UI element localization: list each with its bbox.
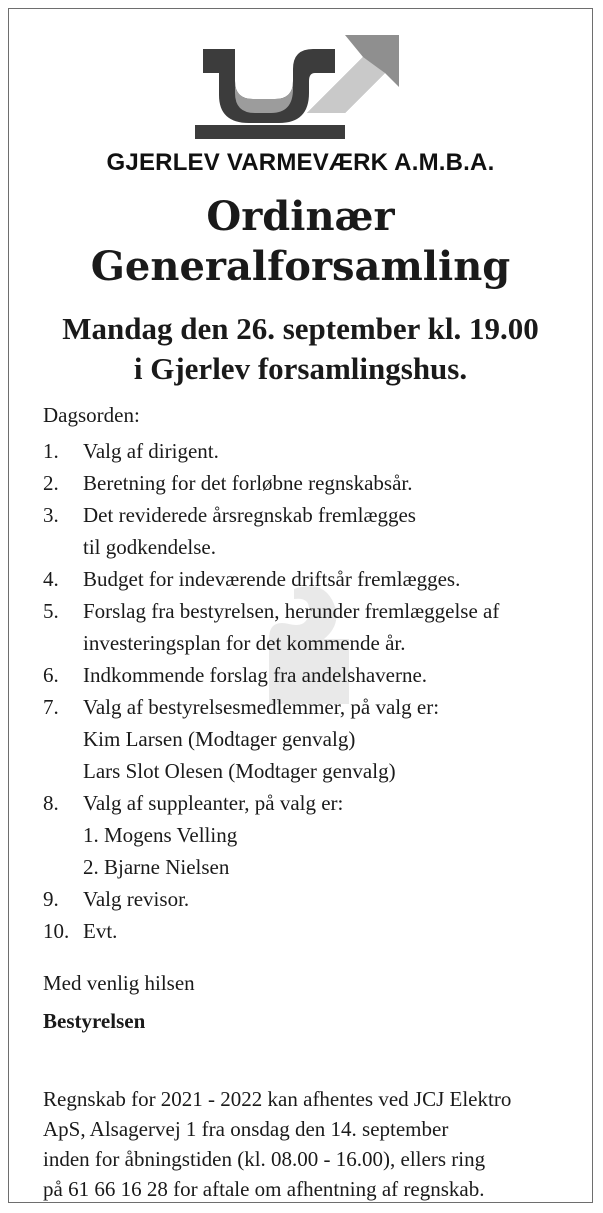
- footer-note: [43, 1084, 588, 1204]
- agenda-item-number: 3.: [43, 503, 59, 527]
- agenda-item-text: [83, 499, 593, 563]
- agenda-item-line: Valg revisor.: [83, 887, 190, 911]
- agenda-item: [43, 467, 593, 499]
- agenda-item-number: 7.: [43, 695, 59, 719]
- agenda-item-text: [83, 787, 593, 883]
- agenda-item-line: 1. Mogens Velling: [83, 823, 238, 847]
- agenda-item: [43, 595, 593, 659]
- agenda-item-number: 2.: [43, 471, 59, 495]
- agenda-item: [43, 659, 593, 691]
- company-logo: [195, 29, 405, 141]
- closing-signature: Bestyrelsen: [43, 1009, 146, 1033]
- agenda-item: [43, 883, 593, 915]
- agenda-item-text: [83, 915, 593, 947]
- footer-line: Regnskab for 2021 - 2022 kan afhentes ved JCJ Elektro: [43, 1087, 512, 1111]
- agenda-item-text: [83, 435, 593, 467]
- agenda-item-line: Det reviderede årsregnskab fremlægges: [83, 503, 416, 527]
- meeting-date-location: [9, 309, 592, 389]
- agenda-item-line: Budget for indeværende driftsår fremlægges.: [83, 567, 461, 591]
- footer-line: inden for åbningstiden (kl. 08.00 - 16.00), ellers ring: [43, 1147, 486, 1171]
- agenda-item-text: [83, 563, 593, 595]
- agenda-item: [43, 787, 593, 883]
- meeting-date: Mandag den 26. september kl. 19.00: [62, 311, 539, 346]
- agenda-item: [43, 499, 593, 563]
- agenda-item-line: Valg af dirigent.: [83, 439, 219, 463]
- agenda-item-line: investeringsplan for det kommende år.: [83, 631, 406, 655]
- agenda-item: [43, 563, 593, 595]
- agenda-item-number: 6.: [43, 663, 59, 687]
- title-line-1: Ordinær: [206, 193, 395, 240]
- agenda-item-number: 8.: [43, 791, 59, 815]
- agenda-list: [43, 435, 593, 947]
- agenda-item-line: Kim Larsen (Modtager genvalg): [83, 727, 356, 751]
- agenda-item-line: til godkendelse.: [83, 535, 216, 559]
- agenda-item-text: [83, 883, 593, 915]
- agenda-item-line: Lars Slot Olesen (Modtager genvalg): [83, 759, 396, 783]
- agenda-item-number: 10.: [43, 919, 70, 943]
- agenda-item-text: [83, 691, 593, 787]
- title-line-2: Generalforsamling: [90, 243, 511, 290]
- agenda-item-text: [83, 659, 593, 691]
- meeting-title: [9, 192, 592, 292]
- agenda-item-line: Beretning for det forløbne regnskabsår.: [83, 471, 413, 495]
- agenda-item-number: 1.: [43, 439, 59, 463]
- footer-line: ApS, Alsagervej 1 fra onsdag den 14. september: [43, 1117, 449, 1141]
- agenda-item: [43, 691, 593, 787]
- agenda-item-number: 9.: [43, 887, 59, 911]
- agenda-item-number: 5.: [43, 599, 59, 623]
- agenda-heading: Dagsorden:: [43, 403, 140, 427]
- agenda-item-text: [83, 467, 593, 499]
- agenda-item-text: [83, 595, 593, 659]
- organization-name: GJERLEV VARMEVÆRK A.M.B.A.: [106, 149, 495, 176]
- agenda-item-number: 4.: [43, 567, 59, 591]
- agenda-item-line: 2. Bjarne Nielsen: [83, 855, 230, 879]
- agenda-item: [43, 435, 593, 467]
- footer-line: på 61 66 16 28 for aftale om afhentning af regnskab.: [43, 1177, 485, 1201]
- agenda-item-line: Indkommende forslag fra andelshaverne.: [83, 663, 428, 687]
- agenda-item-line: Evt.: [83, 919, 118, 943]
- advertisement-frame: [8, 8, 593, 1203]
- agenda-item-line: Valg af suppleanter, på valg er:: [83, 791, 344, 815]
- closing-greeting: Med venlig hilsen: [43, 971, 195, 995]
- agenda-item-line: Forslag fra bestyrelsen, herunder fremlæggelse af: [83, 599, 500, 623]
- meeting-location: i Gjerlev forsamlingshus.: [133, 351, 468, 386]
- agenda-item-line: Valg af bestyrelsesmedlemmer, på valg er:: [83, 695, 440, 719]
- agenda-item: [43, 915, 593, 947]
